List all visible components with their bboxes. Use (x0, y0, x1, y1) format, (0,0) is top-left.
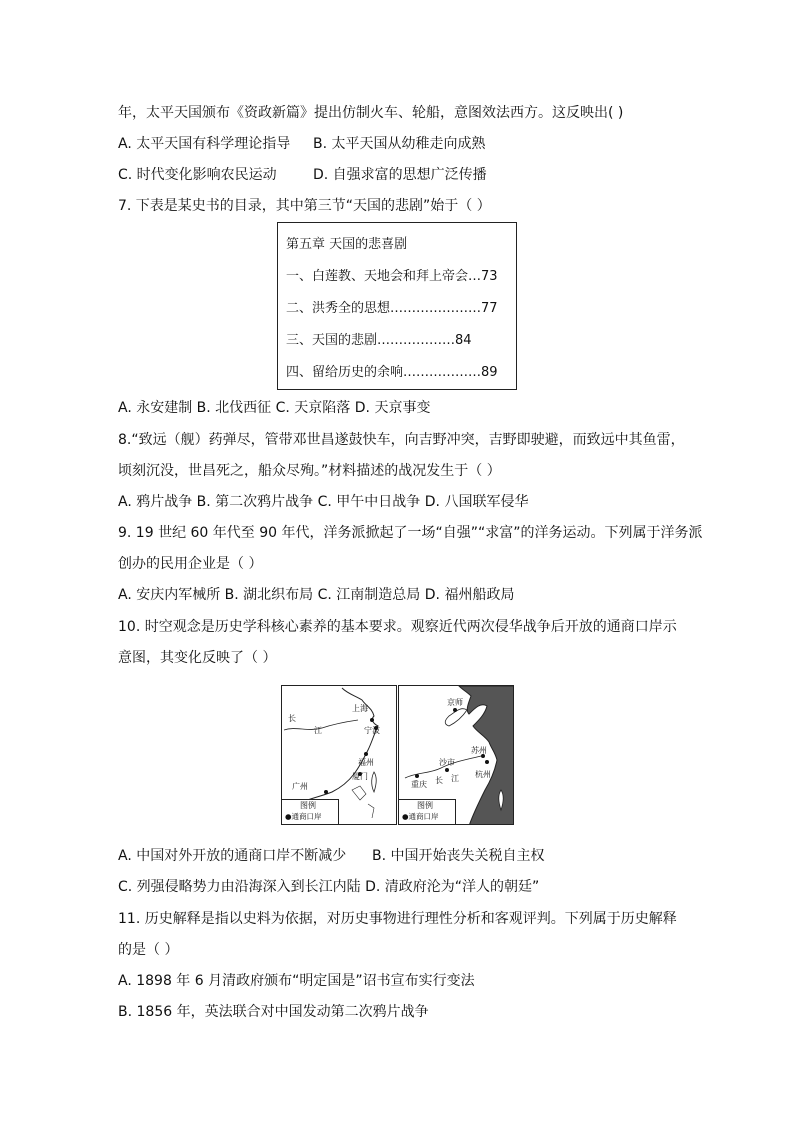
q11-option-b: B. 1856 年，英法联合对中国发动第二次鸦片战争 (118, 1004, 429, 1020)
map-1-label: 长 (288, 714, 296, 723)
toc-item-4: 四、留给历史的余响………………89 (286, 365, 498, 380)
q10-option-a: A. 中国对外开放的通商口岸不断减少 (118, 848, 347, 864)
map-2-label: 江 (451, 774, 459, 783)
q6-option-c: C. 时代变化影响农民运动 (118, 167, 277, 183)
question-8-line-2: 顷刻沉没，世昌死之，船众尽殉。”材料描述的战况发生于（ ） (118, 463, 501, 479)
q6-option-d: D. 自强求富的思想广泛传播 (313, 167, 487, 183)
q10-option-c-d: C. 列强侵略势力由沿海深入到长江内陆 D. 清政府沦为“洋人的朝廷” (118, 879, 540, 895)
map-2-legend (399, 799, 456, 824)
map-1-label: 上海 (352, 704, 368, 713)
q9-options: A. 安庆内军械所 B. 湖北织布局 C. 江南制造总局 D. 福州船政局 (118, 587, 515, 603)
question-6-stem-tail: 年，太平天国颁布《资政新篇》提出仿制火车、轮船，意图效法西方。这反映出( ) (118, 105, 624, 121)
map-1-label: 厦门 (352, 772, 368, 781)
map-2-label: 杭州 (475, 770, 491, 779)
toc-chapter: 第五章 天国的悲喜剧 (286, 237, 408, 252)
question-9-line-1: 9. 19 世纪 60 年代至 90 年代，洋务派掀起了一场“自强”“求富”的洋务运动。下列属于洋务派 (118, 525, 703, 541)
question-11-line-2: 的是（ ） (118, 942, 179, 958)
q11-option-a: A. 1898 年 6 月清政府颁布“明定国是”诏书宣布实行变法 (118, 973, 475, 989)
map-2-label: 苏州 (471, 746, 487, 755)
map-1-legend (282, 799, 339, 824)
question-10-line-2: 意图，其变化反映了（ ） (118, 650, 277, 666)
q6-option-a: A. 太平天国有科学理论指导 (118, 136, 291, 152)
q6-option-b: B. 太平天国从幼稚走向成熟 (313, 136, 486, 152)
legend-item: ●通商口岸 (402, 812, 439, 821)
map-1-label: 广州 (292, 782, 308, 791)
legend-title: 图例 (417, 801, 433, 810)
q10-option-b: B. 中国开始丧失关税自主权 (372, 848, 545, 864)
question-8-line-1: 8.“致远（舰）药弹尽，管带邓世昌遂鼓快车，向吉野冲突，吉野即驶避，而致远中其鱼雷， (118, 432, 685, 448)
q8-options: A. 鸦片战争 B. 第二次鸦片战争 C. 甲午中日战争 D. 八国联军侵华 (118, 494, 529, 510)
question-10-line-1: 10. 时空观念是历史学科核心素养的基本要求。观察近代两次侵华战争后开放的通商口岸示 (118, 619, 677, 635)
map-2-label: 京师 (447, 698, 463, 707)
table-of-contents (277, 222, 517, 390)
question-9-line-2: 创办的民用企业是（ ） (118, 556, 263, 572)
map-1-label: 江 (314, 726, 322, 735)
treaty-port-map-2 (398, 685, 514, 825)
question-11-line-1: 11. 历史解释是指以史料为依据，对历史事物进行理性分析和客观评判。下列属于历史解释 (118, 911, 677, 927)
legend-title: 图例 (300, 801, 316, 810)
toc-item-1: 一、白莲教、天地会和拜上帝会…73 (286, 269, 498, 284)
q7-options: A. 永安建制 B. 北伐西征 C. 天京陷落 D. 天京事变 (118, 400, 431, 416)
map-1-label: 宁波 (364, 726, 380, 735)
toc-item-3: 三、天国的悲剧………………84 (286, 333, 472, 348)
toc-item-2: 二、洪秀全的思想…………………77 (286, 301, 498, 316)
map-2-label: 重庆 (411, 780, 427, 789)
map-2-label: 长 (435, 776, 443, 785)
map-2-label: 沙市 (439, 758, 455, 767)
treaty-port-map-1 (281, 685, 397, 825)
legend-item: ●通商口岸 (285, 812, 322, 821)
map-1-label: 福州 (358, 758, 374, 767)
question-7-stem: 7. 下表是某史书的目录，其中第三节“天国的悲剧”始于（ ） (118, 198, 491, 214)
